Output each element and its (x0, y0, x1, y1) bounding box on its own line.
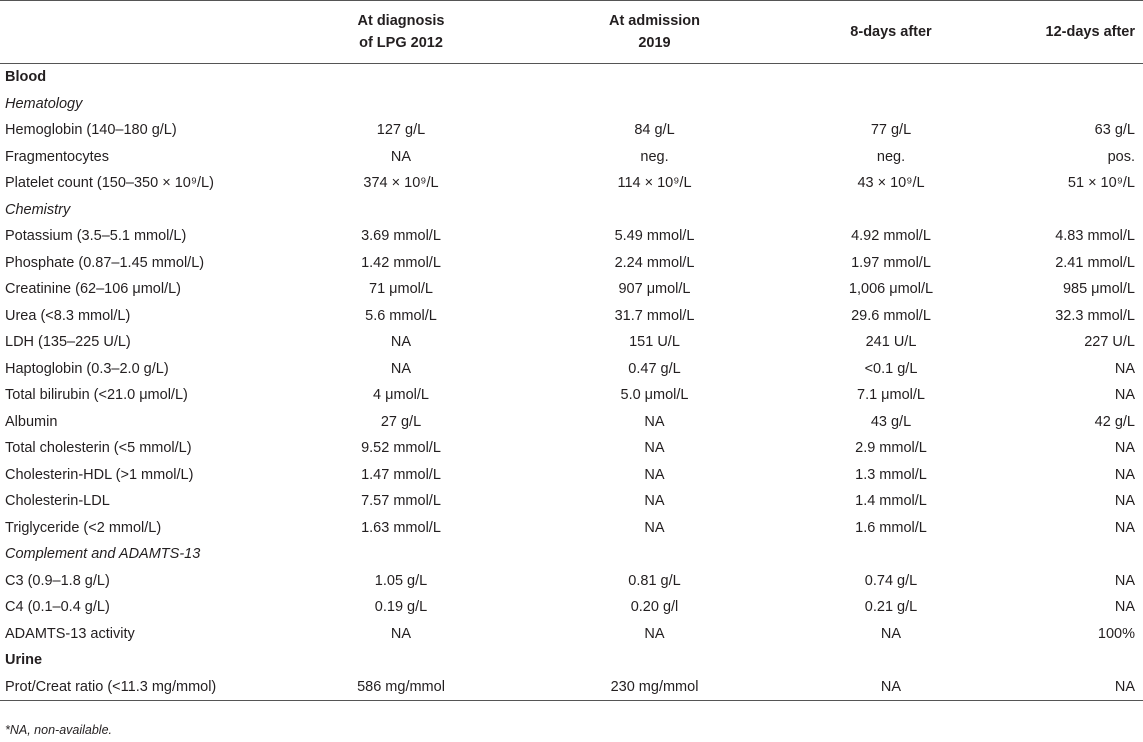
parameter-label: Prot/Creat ratio (<11.3 mg/mmol) (0, 674, 282, 701)
parameter-label: Potassium (3.5–5.1 mmol/L) (5, 228, 187, 245)
table-row (0, 382, 1143, 409)
value-cell: 71 μmol/L (369, 281, 433, 298)
value-cell: neg. (640, 148, 669, 165)
value-cell: 1.05 g/L (374, 572, 428, 589)
parameter-label: Phosphate (0.87–1.45 mmol/L) (5, 254, 205, 271)
value-cell: 7.57 mmol/L (361, 493, 441, 510)
value-cell: NA (644, 440, 665, 457)
value-cell: NA (390, 148, 412, 165)
value-cell: pos. (1107, 148, 1135, 165)
value-cell: NA (644, 519, 665, 536)
value-cell: 27 g/L (380, 413, 422, 430)
parameter-label: Platelet count (150–350 × 10⁹/L) (5, 175, 214, 192)
table-row (0, 117, 1143, 144)
table-row (0, 356, 1143, 383)
section-header-row (0, 647, 1143, 674)
value-cell: NA (1114, 493, 1135, 510)
value-cell: NA (390, 625, 412, 642)
value-cell: 230 mg/mmol (520, 674, 789, 701)
value-cell: 84 g/L (634, 122, 675, 139)
value-cell: 241 U/L (865, 334, 917, 351)
value-cell: 374 × 10⁹/L (363, 175, 439, 192)
value-cell: 4.92 mmol/L (851, 228, 931, 245)
value-cell: 1.4 mmol/L (855, 493, 927, 510)
table-row (0, 462, 1143, 489)
parameter-label: ADAMTS-13 activity (5, 625, 135, 642)
value-cell: 0.19 g/L (374, 599, 428, 616)
table-row (0, 223, 1143, 250)
value-cell: 63 g/L (1094, 122, 1135, 139)
value-cell: NA (644, 625, 665, 642)
table-row (0, 435, 1143, 462)
value-cell: 0.21 g/L (864, 599, 918, 616)
subsection-label: Chemistry (5, 201, 71, 218)
value-cell: NA (1114, 360, 1135, 377)
value-cell: 5.6 mmol/L (365, 307, 437, 324)
value-cell: NA (1114, 440, 1135, 457)
value-cell: NA (789, 674, 993, 701)
value-cell: 114 × 10⁹/L (617, 175, 692, 192)
table-row (0, 276, 1143, 303)
value-cell: NA (1114, 387, 1135, 404)
parameter-label: Creatinine (62–106 μmol/L) (5, 281, 182, 298)
parameter-label: Triglyceride (<2 mmol/L) (5, 519, 162, 536)
value-cell: 151 U/L (629, 334, 680, 351)
value-cell: 9.52 mmol/L (361, 440, 441, 457)
header-text: At admission (608, 13, 701, 29)
parameter-label: LDH (135–225 U/L) (5, 334, 131, 351)
value-cell: 2.24 mmol/L (614, 254, 695, 271)
header-empty-cell (0, 1, 282, 64)
header-row (0, 1, 1143, 64)
value-cell: 1,006 μmol/L (848, 281, 934, 298)
table-row (0, 144, 1143, 171)
value-cell: 43 g/L (870, 413, 912, 430)
section-label: Blood (5, 69, 47, 86)
value-cell: 100% (1097, 625, 1135, 642)
header-text: of LPG 2012 (359, 35, 443, 51)
subsection-header-row (0, 197, 1143, 224)
parameter-label: Cholesterin-LDL (5, 493, 110, 510)
header-text: 2019 (638, 35, 671, 51)
value-cell: 5.49 mmol/L (614, 228, 695, 245)
header-text: 12-days after (1045, 24, 1135, 40)
parameter-label: Total cholesterin (<5 mmol/L) (5, 440, 192, 457)
value-cell: 1.42 mmol/L (361, 254, 441, 271)
value-cell: NA (1114, 599, 1135, 616)
value-cell: 0.47 g/L (628, 360, 681, 377)
value-cell: 127 g/L (376, 122, 426, 139)
value-cell: 4.83 mmol/L (1055, 228, 1135, 245)
table-row (0, 488, 1143, 515)
subsection-label: Hematology (5, 95, 83, 112)
value-cell: NA (644, 493, 665, 510)
value-cell: 32.3 mmol/L (1055, 307, 1135, 324)
subsection-label: Complement and ADAMTS-13 (5, 546, 201, 563)
value-cell: 51 × 10⁹/L (1067, 175, 1135, 192)
header-at-admission (520, 1, 789, 64)
table-row (0, 250, 1143, 277)
table-row (0, 170, 1143, 197)
value-cell: 985 μmol/L (1062, 281, 1135, 298)
section-label: Urine (5, 652, 43, 669)
value-cell: 43 × 10⁹/L (857, 175, 925, 192)
value-cell: 1.97 mmol/L (851, 254, 931, 271)
value-cell: 586 mg/mmol (282, 674, 520, 701)
subsection-header-row (0, 541, 1143, 568)
value-cell: NA (644, 413, 665, 430)
value-cell: NA (880, 625, 902, 642)
parameter-label: Cholesterin-HDL (>1 mmol/L) (5, 466, 194, 483)
header-8-days-after (789, 1, 993, 64)
parameter-label: Total bilirubin (<21.0 μmol/L) (5, 387, 188, 404)
value-cell: 5.0 μmol/L (620, 387, 689, 404)
value-cell: 2.9 mmol/L (855, 440, 927, 457)
table-row (0, 568, 1143, 595)
value-cell: 7.1 μmol/L (857, 387, 925, 404)
parameter-label: C4 (0.1–0.4 g/L) (5, 599, 110, 616)
section-header-row (0, 64, 1143, 91)
parameter-label: Urea (<8.3 mmol/L) (5, 307, 131, 324)
table-row (0, 674, 1143, 701)
parameter-label: Haptoglobin (0.3–2.0 g/L) (5, 360, 169, 377)
value-cell: 1.47 mmol/L (361, 466, 441, 483)
parameter-label: Albumin (5, 413, 58, 430)
table-row (0, 621, 1143, 648)
table-row (0, 329, 1143, 356)
value-cell: 0.20 g/l (630, 599, 679, 616)
value-cell: 0.74 g/L (864, 572, 918, 589)
table-header (0, 1, 1143, 64)
header-at-diagnosis (282, 1, 520, 64)
table-row (0, 594, 1143, 621)
parameter-label: C3 (0.9–1.8 g/L) (5, 572, 110, 589)
value-cell: 4 μmol/L (373, 387, 429, 404)
value-cell: NA (993, 674, 1143, 701)
value-cell: 29.6 mmol/L (851, 307, 931, 324)
header-12-days-after (993, 1, 1143, 64)
value-cell: NA (1114, 572, 1135, 589)
table-row (0, 515, 1143, 542)
value-cell: 77 g/L (870, 122, 912, 139)
value-cell: 227 U/L (1084, 334, 1135, 351)
value-cell: 3.69 mmol/L (361, 228, 441, 245)
value-cell: 42 g/L (1094, 413, 1135, 430)
table-footnote: *NA, non-available. (5, 723, 113, 737)
value-cell: 0.81 g/L (628, 572, 681, 589)
value-cell: 31.7 mmol/L (614, 307, 695, 324)
subsection-header-row (0, 91, 1143, 118)
header-text: 8-days after (850, 24, 932, 40)
table-row (0, 409, 1143, 436)
value-cell: NA (390, 360, 412, 377)
table-body (0, 64, 1143, 701)
value-cell: 907 μmol/L (618, 281, 691, 298)
value-cell: 2.41 mmol/L (1055, 254, 1135, 271)
value-cell: NA (1114, 466, 1135, 483)
value-cell: <0.1 g/L (864, 360, 918, 377)
parameter-label: Fragmentocytes (5, 148, 109, 165)
value-cell: NA (644, 466, 665, 483)
value-cell: NA (1114, 519, 1135, 536)
value-cell: NA (390, 334, 412, 351)
value-cell: 1.3 mmol/L (855, 466, 927, 483)
value-cell: neg. (876, 148, 906, 165)
header-text: At diagnosis (357, 13, 445, 29)
value-cell: 1.63 mmol/L (361, 519, 441, 536)
parameter-label: Hemoglobin (140–180 g/L) (5, 122, 177, 139)
value-cell: 1.6 mmol/L (855, 519, 927, 536)
table-row (0, 303, 1143, 330)
